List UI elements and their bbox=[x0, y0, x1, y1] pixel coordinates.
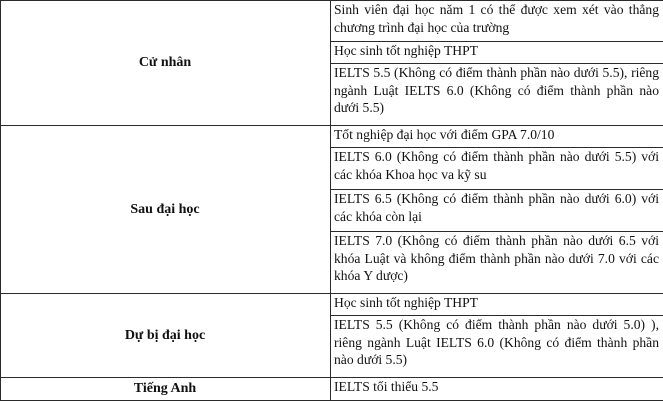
level-cell-bachelor: Cử nhân bbox=[1, 1, 331, 126]
requirement-cell: Học sinh tốt nghiệp THPT bbox=[331, 294, 663, 316]
requirement-cell: Sinh viên đại học năm 1 có thể được xem xét vào thẳng chương trình đại học của trường bbox=[331, 1, 663, 42]
requirement-cell: IELTS 6.0 (Không có điểm thành phần nào dưới 5.5) với các khóa Khoa học va kỹ su bbox=[331, 148, 663, 190]
requirement-cell: Học sinh tốt nghiệp THPT bbox=[331, 42, 663, 64]
table-row bbox=[1, 378, 663, 401]
table-row bbox=[1, 294, 663, 316]
requirement-cell: IELTS tối thiểu 5.5 bbox=[331, 378, 663, 401]
requirement-cell: IELTS 5.5 (Không có điểm thành phần nào dưới 5.0) ), riêng ngành Luật IELTS 6.0 (Không có điểm thành phần nào dưới 5.5) bbox=[331, 316, 663, 378]
requirement-cell: Tốt nghiệp đại học với điểm GPA 7.0/10 bbox=[331, 126, 663, 148]
level-cell-postgraduate: Sau đại học bbox=[1, 126, 331, 294]
requirement-cell: IELTS 5.5 (Không có điểm thành phần nào dưới 5.5), riêng ngành Luật IELTS 6.0 (Không có điểm thành phần nào dưới 5.5) bbox=[331, 64, 663, 126]
table-row bbox=[1, 126, 663, 148]
requirement-cell: IELTS 7.0 (Không có điểm thành phần nào dưới 6.5 với khóa Luật và không điểm thành phần nào dưới 7.0 với các khóa Y dược) bbox=[331, 232, 663, 294]
level-cell-english: Tiếng Anh bbox=[1, 378, 331, 401]
level-cell-foundation: Dự bị đại học bbox=[1, 294, 331, 378]
requirement-cell: IELTS 6.5 (Không có điểm thành phần nào dưới 6.0) với các khóa còn lại bbox=[331, 190, 663, 232]
table-row bbox=[1, 1, 663, 42]
